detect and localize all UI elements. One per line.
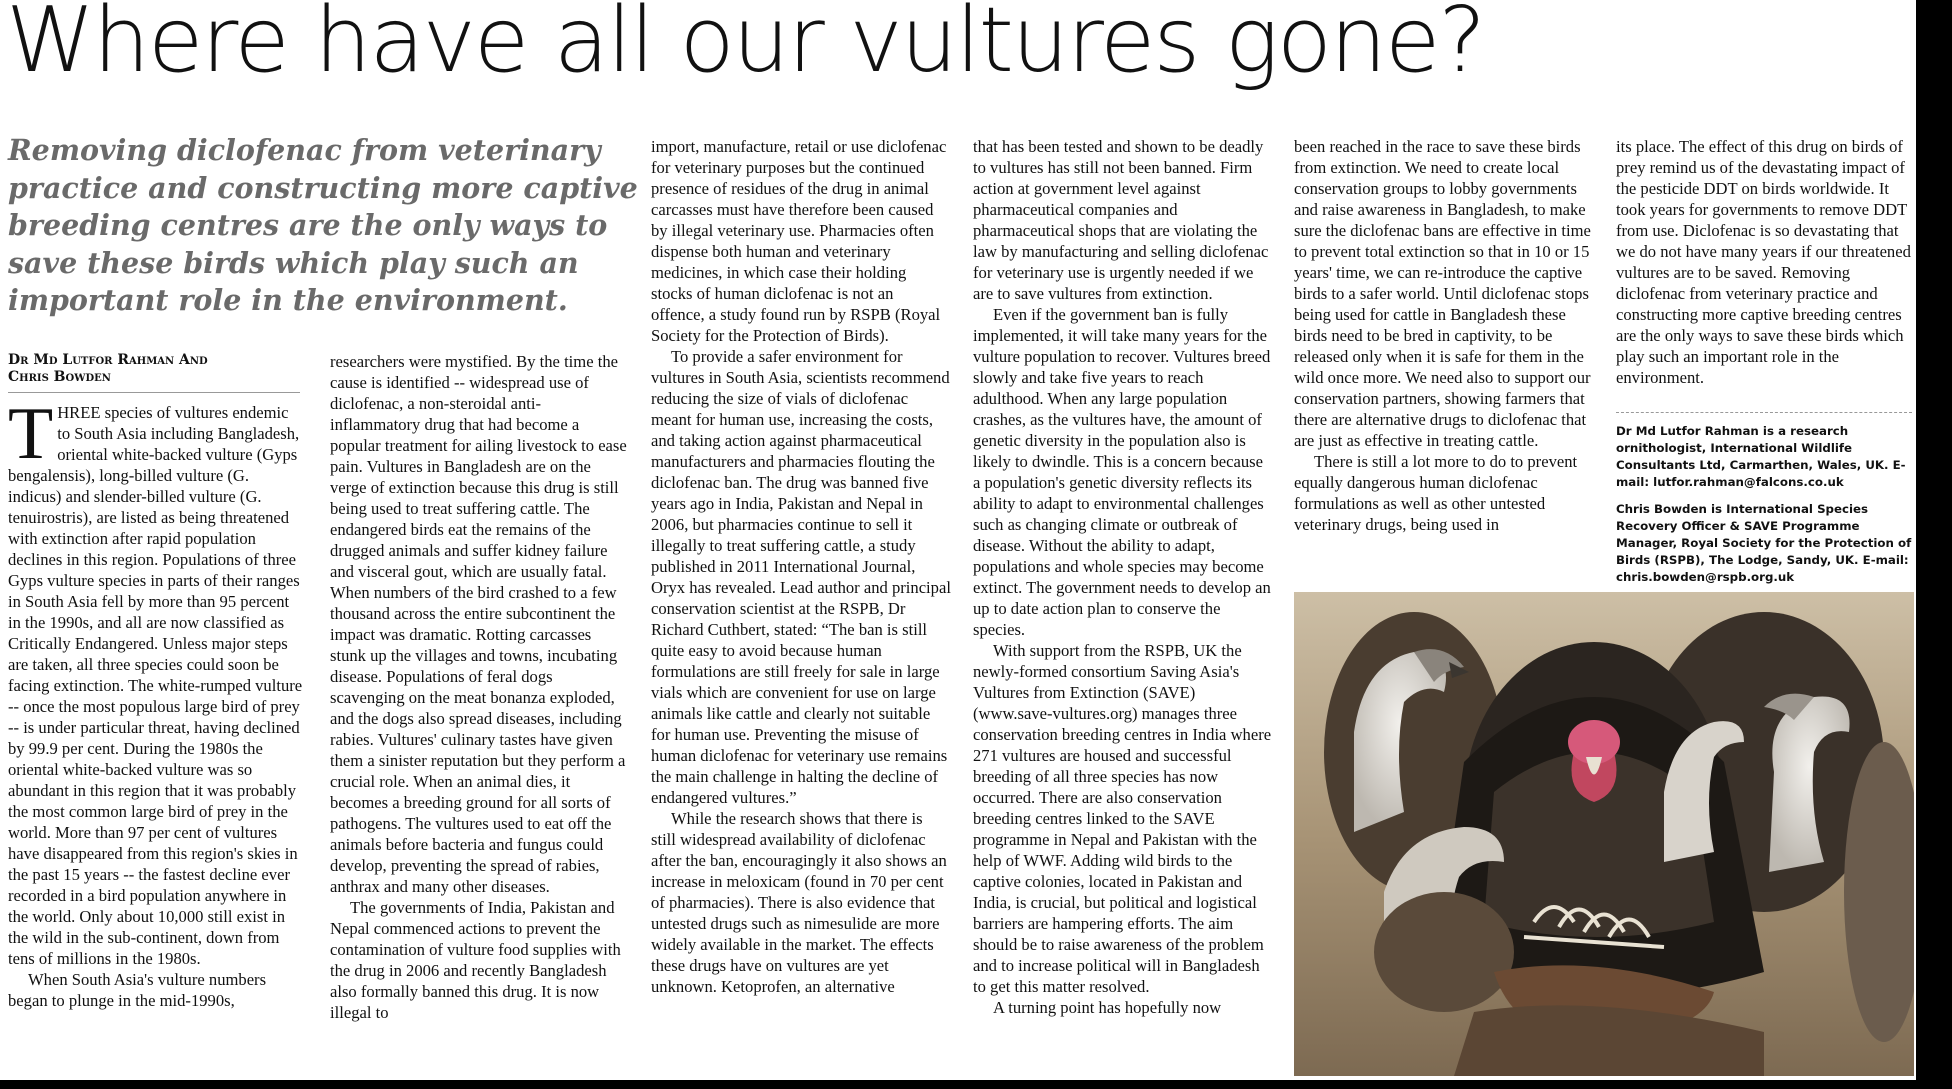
column-5 (1294, 136, 1596, 570)
paragraph: A turning point has hopefully now (993, 998, 1222, 1017)
column-1 (8, 402, 304, 1078)
paragraph: To provide a safer environment for vultures in South Asia, scientists recommend reducing the size of vials of diclofenac meant for human use, increasing the costs, and taking action against pharmaceutical manufacturers and pharmacies flouting the diclofenac ban. The drug was banned five years ago in India, Pakistan and Nepal in 2006, but pharmacies continue to sell it illegally to treat suffering cattle, a study published in 2011 International Journal, Oryx has revealed. Lead author and principal conservation scientist at the RSPB, Dr Richard Cuthbert, stated: “The ban is still quite easy to avoid because human formulations are still freely for sale in large vials which are convenient for use on large animals like cattle and clearly not suitable for human use. Preventing the misuse of human diclofenac for veterinary use remains the main challenge in halting the decline of endangered vultures.” (651, 347, 951, 807)
author-bio-rahman: Dr Md Lutfor Rahman is a research ornithologist, International Wildlife Consultants Ltd, Carmarthen, Wales, UK. E-mail: lutfor.rahman@falcons.co.uk (1616, 424, 1906, 489)
standfirst: Removing diclofenac from veterinary practice and constructing more captive breeding centres are the only ways to save these birds which play such an important role in the environment. (8, 133, 638, 317)
paragraph: its place. The effect of this drug on birds of prey remind us of the devastating impact of the pesticide DDT on birds worldwide. It took years for governments to remove DDT from use. Diclofenac is so devastating that we do not have many years if our threatened vultures are to be saved. Removing diclofenac from veterinary practice and constructing more captive breeding centres are the only ways to save these birds which play such an important role in the environment. (1616, 137, 1911, 387)
byline (8, 352, 300, 393)
paragraph (8, 402, 304, 969)
paragraph-text: HREE species of vultures endemic to South Asia including Bangladesh, oriental white-backed vulture (Gyps bengalensis), long-billed vulture (G. indicus) and slender-billed vulture (G. tenuirostris), are listed as being threatened with extinction after rapid population declines in this region. Populations of three Gyps vulture species in parts of their ranges in South Asia fell by more than 95 percent in the 1990s, and all are now classified as Critically Endangered. Unless major steps are taken, all three species could soon be facing extinction. The white-rumped vulture -- once the most populous large bird of prey -- is under particular threat, having declined by 99.9 per cent. During the 1980s the oriental white-backed vulture was so abundant in this region that it was probably the most common large bird of prey in the world. More than 97 per cent of vultures have disappeared from this region's skies in the past 15 years -- the fastest decline ever recorded in a bird population anywhere in the world. Only about 10,000 still exist in the wild in the sub-continent, down from tens of millions in the 1980s. (8, 403, 303, 968)
vultures-illustration (1294, 592, 1914, 1076)
paragraph: With support from the RSPB, UK the newly-formed consortium Saving Asia's Vultures from Extinction (SAVE) (www.save-vultures.org) manages three conservation breeding centres in India where 271 vultures are housed and successful breeding of all three species has now occurred. There are also conservation breeding centres linked to the SAVE programme in Nepal and Pakistan with the help of WWF. Adding wild birds to the captive colonies, located in Pakistan and India, is crucial, but political and logistical barriers are hampering efforts. The aim should be to raise awareness of the problem and to increase political will in Bangladesh to get this matter resolved. (973, 641, 1272, 996)
paragraph: Even if the government ban is fully implemented, it will take many years for the vulture population to recover. Vultures breed slowly and take five years to reach adulthood. When any large population crashes, as the vultures have, the amount of genetic diversity in the population also is likely to dwindle. This is a concern because a population's genetic diversity reflects its ability to adapt to environmental challenges such as changing climate or outbreak of disease. Without the ability to adapt, populations and whole species may become extinct. The government needs to develop an up to date action plan to conserve the species. (973, 305, 1271, 639)
column-3 (651, 136, 951, 1078)
author-bios (1616, 412, 1912, 596)
paragraph: been reached in the race to save these birds from extinction. We need to create local conservation groups to lobby governments and raise awareness in Bangladesh, to make sure the diclofenac bans are effective in time to prevent total extinction so that in 10 or 15 years' time, we can re-introduce the captive birds to a safer world. Until diclofenac stops being used for cattle in Bangladesh these birds need to be bred in captivity, to be released only when it is safe for them in the wild once more. We need also to support our conservation partners, showing farmers that there are alternative drugs to diclofenac that are just as effective in treating cattle. (1294, 137, 1591, 450)
vultures-photo (1294, 592, 1914, 1076)
byline-line-1: Dr Md Lutfor Rahman And (8, 352, 208, 368)
paragraph: import, manufacture, retail or use diclofenac for veterinary purposes but the continued presence of residues of the drug in animal carcasses must have therefore been caused by illegal veterinary use. Pharmacies often dispense both human and veterinary medicines, in which case their holding stocks of human diclofenac is not an offence, a study found run by RSPB (Royal Society for the Protection of Birds). (651, 137, 947, 345)
byline-line-2: Chris Bowden (8, 369, 111, 385)
column-6 (1616, 136, 1914, 414)
column-2 (330, 351, 630, 1078)
paragraph: that has been tested and shown to be deadly to vultures has still not been banned. Firm action at government level against pharmaceutical companies and pharmaceutical shops that are violating the law by manufacturing and selling diclofenac for veterinary use is urgently needed if we are to save vultures from extinction. (973, 137, 1269, 303)
paragraph: researchers were mystified. By the time the cause is identified -- widespread use of diclofenac, a non-steroidal anti-inflammatory drug that had become a popular treatment for ailing livestock to ease pain. Vultures in Bangladesh are on the verge of extinction because this drug is still being used to treat suffering cattle. The endangered birds eat the remains of the drugged animals and suffer kidney failure and visceral gout, which are usually fatal. When numbers of the bird crashed to a few thousand across the entire subcontinent the impact was dramatic. Rotting carcasses stunk up the villages and towns, incubating disease. Populations of feral dogs scavenging on the meat bonanza exploded, and the dogs also spread diseases, including rabies. Vultures' culinary tastes have given them a sinister reputation but they perform a crucial role. When an animal dies, it becomes a breeding ground for all sorts of pathogens. The vultures used to eat off the animals before bacteria and fungus could develop, preventing the spread of rabies, anthrax and many other diseases. (330, 352, 627, 896)
drop-cap: T (8, 402, 54, 475)
paragraph: While the research shows that there is still widespread availability of diclofenac after the ban, encouragingly it also shows an increase in meloxicam (found in 70 per cent of pharmacies). There is also evidence that untested drugs such as nimesulide are more widely available in the market. The effects these drugs have on vultures are yet unknown. Ketoprofen, an alternative (651, 809, 947, 996)
column-4 (973, 136, 1273, 1078)
paragraph: When South Asia's vulture numbers began to plunge in the mid-1990s, (8, 970, 267, 1010)
paragraph: There is still a lot more to do to prevent equally dangerous human diclofenac formulations as well as other untested veterinary drugs, being used in (1294, 452, 1578, 534)
author-bio-bowden: Chris Bowden is International Species Recovery Officer & SAVE Programme Manager, Royal Society for the Protection of Birds (RSPB), The Lodge, Sandy, UK. E-mail: chris.bowden@rspb.org.uk (1616, 502, 1912, 584)
headline: Where have all our vultures gone? (6, 0, 1485, 93)
paragraph: The governments of India, Pakistan and Nepal commenced actions to prevent the contamination of vulture food supplies with the drug in 2006 and recently Bangladesh also formally banned this drug. It is now illegal to (330, 898, 621, 1022)
